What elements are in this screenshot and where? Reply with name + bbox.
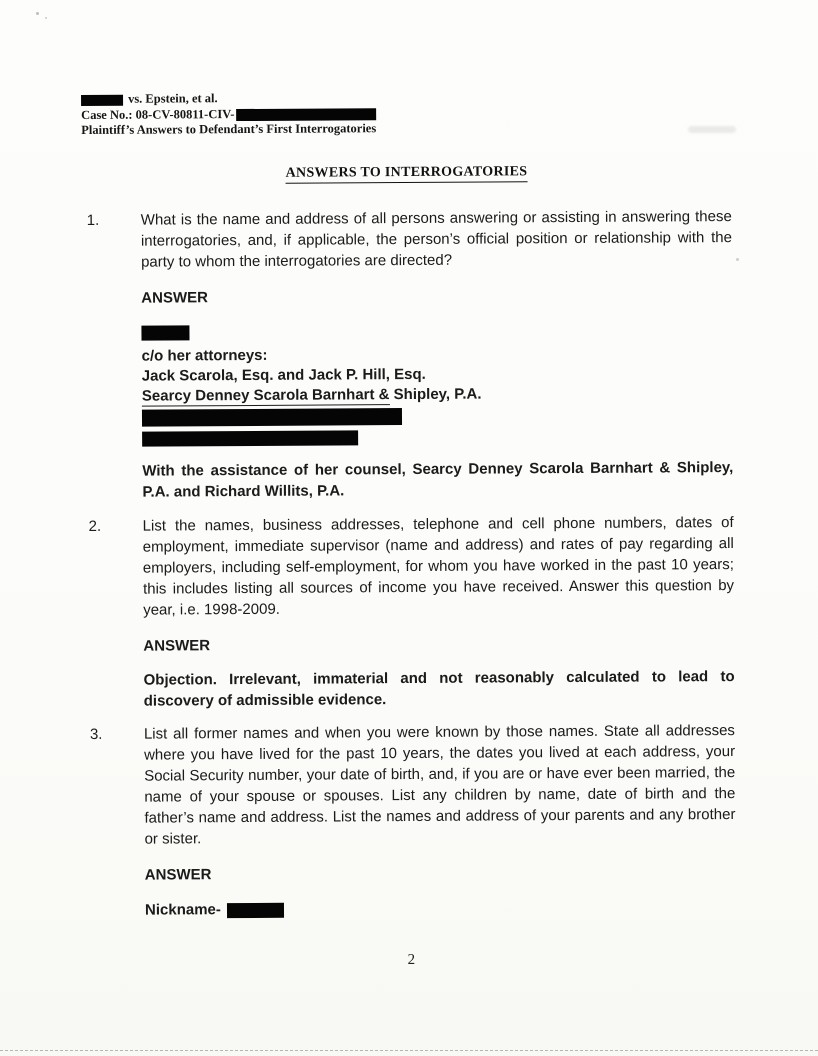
item-body	[144, 720, 736, 936]
nickname-line	[145, 896, 736, 921]
document-content	[81, 88, 736, 970]
item-body	[141, 206, 734, 503]
interrogatory-item-1	[82, 206, 734, 503]
scan-speck	[36, 12, 39, 15]
attorneys-names-line: Jack Scarola, Esq. and Jack P. Hill, Esq.	[141, 365, 426, 385]
scan-speck	[45, 17, 47, 19]
nickname-label: Nickname-	[144, 900, 221, 919]
page-number: 2	[407, 951, 416, 968]
assistance-paragraph: With the assistance of her counsel, Searcy Denney Scarola Barnhart & Shipley, P.A. and Richard Willits, P.A.	[142, 458, 734, 501]
law-firm-name-underlined: Searcy Denney Scarola Barnhart &	[141, 385, 390, 405]
redaction-box-case-number	[236, 108, 376, 121]
redaction-box-plaintiff-name	[81, 95, 123, 106]
item-number: 2.	[88, 517, 102, 535]
law-firm-name-rest: Shipley, P.A.	[389, 385, 482, 403]
scan-edge-line	[0, 1050, 818, 1051]
redaction-box-address-line-1	[142, 408, 402, 427]
question-text: What is the name and address of all persons answering or assisting in answering these interrogatories, and, if applicable, the person’s official position or relationship with the party to whom the interrogatories are directed?	[140, 207, 732, 271]
redaction-box-address-line-2	[142, 430, 358, 446]
address-line-1	[142, 406, 733, 427]
objection-paragraph: Objection. Irrelevant, immaterial and not reasonably calculated to lead to discovery of admissible evidence.	[143, 667, 735, 710]
scan-speck	[736, 258, 739, 261]
document-title: ANSWERS TO INTERROGATORIES	[286, 164, 528, 183]
answer-label: ANSWER	[144, 865, 212, 884]
care-of-line: c/o her attorneys:	[141, 346, 268, 365]
interrogatory-item-3	[85, 720, 736, 936]
item-body	[143, 512, 735, 712]
redaction-box-answering-party-name	[141, 325, 189, 340]
title-row	[81, 161, 731, 183]
answer-label: ANSWER	[143, 636, 211, 655]
attorney-address-block	[142, 343, 734, 447]
item-number: 1.	[86, 211, 100, 229]
answer-name-line	[141, 321, 732, 341]
case-caption	[81, 88, 731, 138]
item-number: 3.	[89, 725, 103, 743]
case-caption-line-subtitle: Plaintiff’s Answers to Defendant’s First Interrogatories	[81, 121, 377, 137]
redaction-box-nickname	[227, 902, 284, 917]
question-text: List the names, business addresses, telephone and cell phone numbers, dates of employment, immediate supervisor (name and address) and rates of pay regarding all employers, including self-employment, for whom you have worked in the past 10 years; this includes listing all sources of income you have received. Answer this question by year, i.e. 1998-2009.	[142, 513, 735, 619]
case-caption-parties-text: vs. Epstein, et al.	[127, 91, 218, 106]
address-line-2	[142, 427, 733, 447]
interrogatory-item-2	[84, 512, 735, 712]
case-number-text: Case No.: 08-CV-80811-CIV-	[81, 106, 235, 122]
law-firm-line	[142, 383, 733, 407]
question-text: List all former names and when you were known by those names. State all addresses where you have lived for the past 10 years, the dates you lived at each address, your Social Security number, your date of birth, and, if you are or have ever been married, the name of your spouse or spouses. List any children by name, date of birth and the father’s name and address. List the names and address of your parents and any brother or sister.	[143, 721, 736, 848]
answer-label: ANSWER	[141, 288, 208, 307]
